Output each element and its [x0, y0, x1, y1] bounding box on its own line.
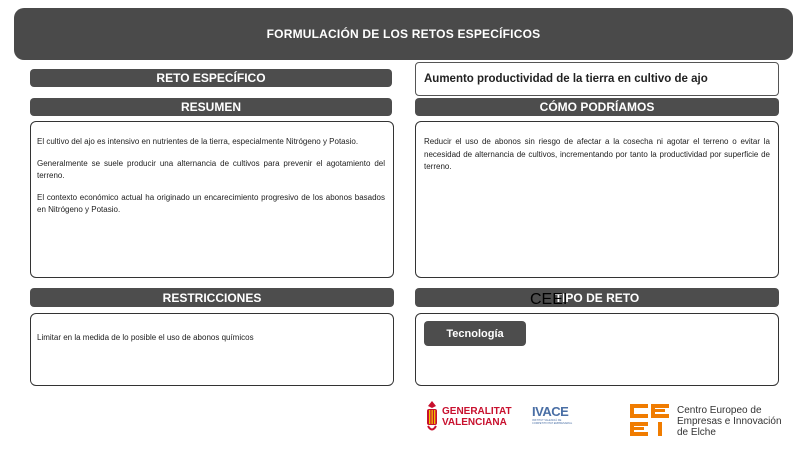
- ceei-mark-text: CEEI: [530, 291, 568, 308]
- resumen-paragraph-1: El cultivo del ajo es intensivo en nutrientes de la tierra, especialmente Nitrógeno y Potasio.: [37, 137, 359, 146]
- resumen-label: RESUMEN: [180, 100, 241, 114]
- ivace-subtitle: INSTITUT VALENCIÀ DE COMPETITIVITAT EMPRESARIAL: [532, 419, 573, 425]
- generalitat-emblem-icon: [424, 400, 440, 434]
- ceei-line-3: de Elche: [677, 427, 716, 438]
- ceei-wordmark: [677, 405, 782, 438]
- tipo-reto-header: [415, 288, 779, 307]
- ivace-wordmark: IVACE: [532, 404, 569, 419]
- restricciones-label: RESTRICCIONES: [162, 290, 262, 305]
- generalitat-wordmark: [442, 406, 512, 428]
- como-podriamos-text: Reducir el uso de abonos sin riesgo de afectar a la cosecha ni agotar el terreno o evitar la necesidad de alternancia de cultivos, incrementando por tanto la productividad por superficie de terreno.: [424, 137, 770, 171]
- como-podriamos-box: [415, 121, 779, 278]
- resumen-header: [30, 98, 392, 116]
- ceei-line-2: Empresas e Innovación: [677, 416, 782, 427]
- page-title-text: FORMULACIÓN DE LOS RETOS ESPECÍFICOS: [266, 27, 541, 41]
- generalitat-line-2: VALENCIANA: [442, 417, 507, 428]
- como-podriamos-label: CÓMO PODRÍAMOS: [539, 100, 655, 114]
- como-podriamos-header: [415, 98, 779, 116]
- tipo-reto-label: TIPO DE RETO: [554, 290, 640, 305]
- resumen-paragraph-2: Generalmente se suele producir una alternancia de cultivos para prevenir el agotamiento del terreno.: [37, 158, 385, 180]
- restricciones-text: Limitar en la medida de lo posible el uso de abonos químicos: [37, 333, 254, 342]
- tipo-reto-tag-text: Tecnología: [446, 327, 504, 340]
- ceei-line-1: Centro Europeo de: [677, 405, 762, 416]
- restricciones-box: [30, 313, 394, 386]
- reto-especifico-header: [30, 69, 392, 87]
- resumen-box: [30, 121, 394, 278]
- reto-especifico-label: RETO ESPECÍFICO: [156, 71, 266, 85]
- page-title: [14, 8, 793, 60]
- ivace-logo: [532, 404, 574, 434]
- generalitat-line-1: GENERALITAT: [442, 406, 512, 417]
- tipo-reto-tag: [424, 321, 526, 346]
- resumen-paragraph-3: El contexto económico actual ha originado un encarecimiento progresivo de los abonos basados en Nitrógeno y Potasio.: [37, 192, 385, 214]
- restricciones-header: [30, 288, 394, 307]
- reto-especifico-text: Aumento productividad de la tierra en cultivo de ajo: [424, 73, 708, 85]
- generalitat-logo: [424, 400, 516, 436]
- reto-especifico-value: [415, 62, 779, 96]
